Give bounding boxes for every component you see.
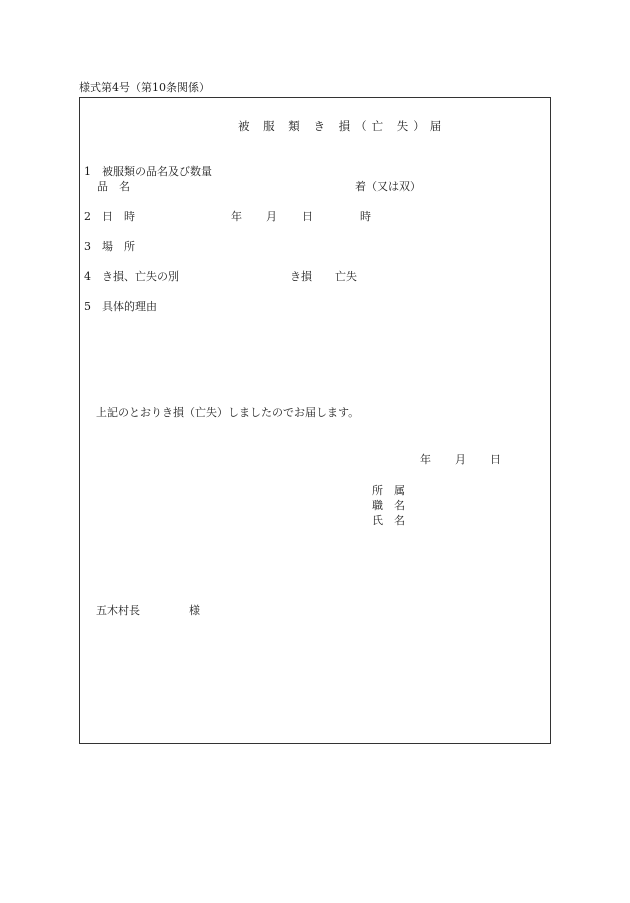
declaration-text: 上記のとおりき損（亡失）しましたのでお届します。	[96, 406, 360, 419]
date-year: 年	[420, 453, 431, 466]
item1-unit: 着（又は双）	[355, 180, 421, 193]
item1-sub-label: 品 名	[97, 180, 130, 193]
item2-month: 月	[266, 210, 277, 223]
name-label: 氏 名	[372, 514, 405, 527]
form-frame	[79, 97, 551, 744]
form-id: 様式第4号（第10条関係）	[79, 81, 210, 94]
item2-hour: 時	[360, 210, 371, 223]
item3-label: 場 所	[102, 240, 135, 253]
item5-label: 具体的理由	[102, 300, 157, 313]
affiliation-label: 所 属	[372, 484, 405, 497]
item4-option-damage: き損	[290, 270, 312, 283]
item2-year: 年	[231, 210, 242, 223]
item4-label: き損、亡失の別	[102, 270, 179, 283]
date-month: 月	[455, 453, 466, 466]
item3-number: 3	[84, 240, 91, 253]
item2-number: 2	[84, 210, 91, 223]
date-day: 日	[490, 453, 501, 466]
addressee-name: 五木村長	[96, 604, 140, 617]
item2-label: 日 時	[102, 210, 135, 223]
job-title-label: 職 名	[372, 499, 405, 512]
item1-number: 1	[84, 165, 91, 178]
item1-label: 被服類の品名及び数量	[102, 165, 212, 178]
form-title: 被 服 類 き 損（亡 失）届	[238, 119, 447, 133]
item2-day: 日	[302, 210, 313, 223]
item5-number: 5	[84, 300, 91, 313]
item4-number: 4	[84, 270, 91, 283]
addressee-honorific: 様	[189, 604, 200, 617]
item4-option-loss: 亡失	[335, 270, 357, 283]
